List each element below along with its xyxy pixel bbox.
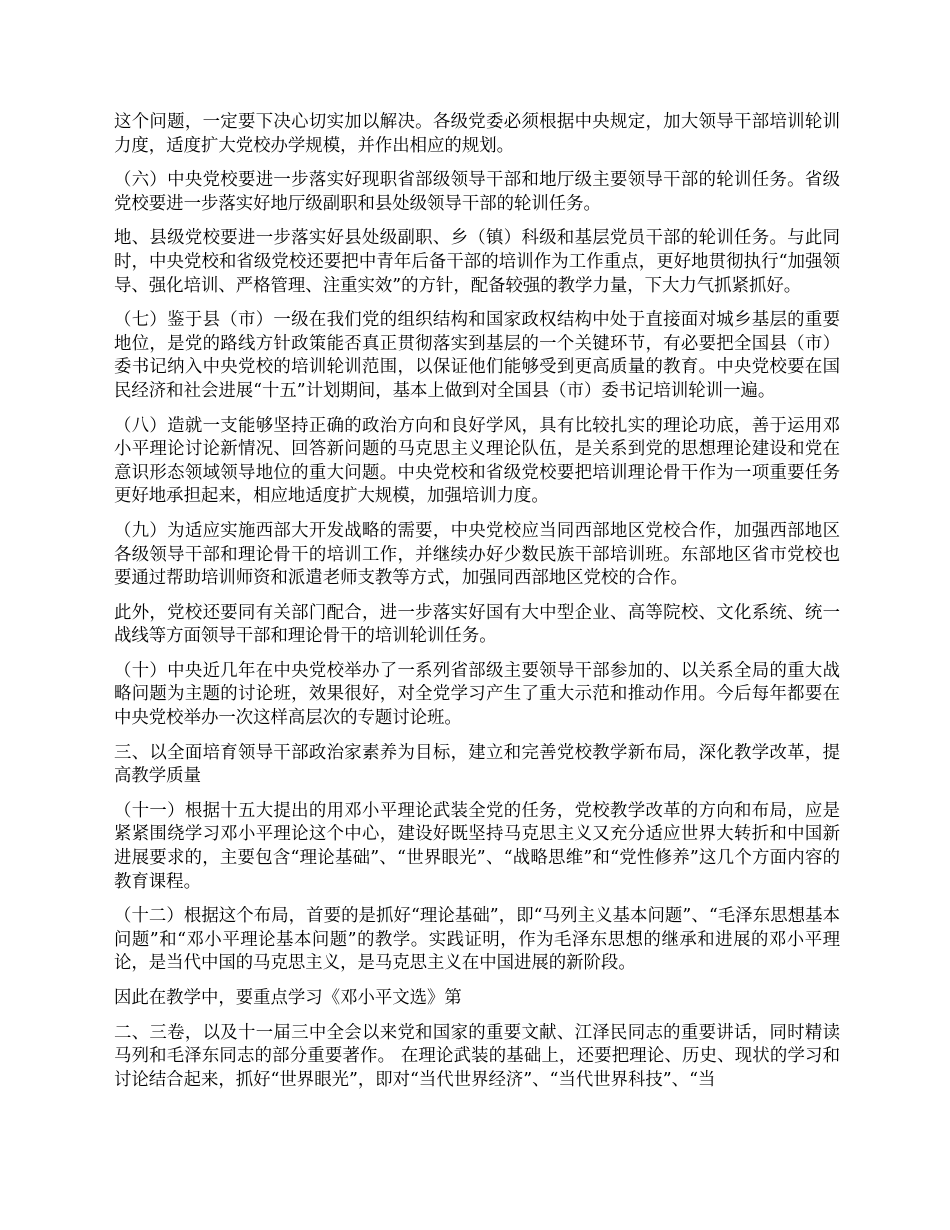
paragraph-section-6: （六）中央党校要进一步落实好现职省部级领导干部和地厅级主要领导干部的轮训任务。省级党校要进一步落实好地厅级副职和县处级领导干部的轮训任务。 bbox=[114, 170, 840, 214]
paragraph: 地、县级党校要进一步落实好县处级副职、乡（镇）科级和基层党员干部的轮训任务。与此同时，中央党校和省级党校还要把中青年后备干部的培训作为工作重点，更好地贯彻执行“加强领导、强化培训、严格管理、注重实效”的方针，配备较强的教学力量，下大力气抓紧抓好。 bbox=[114, 228, 840, 296]
paragraph: 因此在教学中，要重点学习《邓小平文选》第 bbox=[114, 988, 462, 1008]
paragraph-section-11: （十一）根据十五大提出的用邓小平理论武装全党的任务，党校教学改革的方向和布局，应是紧紧围绕学习邓小平理论这个中心，建设好既坚持马克思主义又充分适应世界大转折和中国新进展要求的，主要包含“理论基础”、“世界眼光”、“战略思维”和“党性修养”这几个方面内容的教育课程。 bbox=[114, 800, 840, 892]
paragraph: 此外，党校还要同有关部门配合，进一步落实好国有大中型企业、高等院校、文化系统、统一战线等方面领导干部和理论骨干的培训轮训任务。 bbox=[114, 602, 840, 647]
document-body bbox=[114, 111, 840, 1103]
paragraph-section-9: （九）为适应实施西部大开发战略的需要，中央党校应当同西部地区党校合作，加强西部地区各级领导干部和理论骨干的培训工作，并继续办好少数民族干部培训班。东部地区省市党校也要通过帮助培训师资和派遣老师支教等方式，加强同西部地区党校的合作。 bbox=[114, 520, 840, 589]
paragraph: 二、三卷，以及十一届三中全会以来党和国家的重要文献、江泽民同志的重要讲话，同时精读马列和毛泽东同志的部分重要著作。 在理论武装的基础上，还要把理论、历史、现状的学习和讨论结合起来，抓好“世界眼光”，即对“当代世界经济”、“当代世界科技”、“当 bbox=[114, 1022, 840, 1090]
paragraph: 这个问题，一定要下决心切实加以解决。各级党委必须根据中央规定，加大领导干部培训轮训力度，适度扩大党校办学规模，并作出相应的规划。 bbox=[114, 112, 840, 156]
paragraph-section-8: （八）造就一支能够坚持正确的政治方向和良好学风，具有比较扎实的理论功底，善于运用邓小平理论讨论新情况、回答新问题的马克思主义理论队伍，是关系到党的思想理论建设和党在意识形态领域领导地位的重大问题。中央党校和省级党校要把培训理论骨干作为一项重要任务更好地承担起来，相应地适度扩大规模，加强培训力度。 bbox=[114, 415, 840, 507]
paragraph-section-7: （七）鉴于县（市）一级在我们党的组织结构和国家政权结构中处于直接面对城乡基层的重要地位，是党的路线方针政策能否真正贯彻落实到基层的一个关键环节，有必要把全国县（市）委书记纳入中央党校的培训轮训范围，以保证他们能够受到更高质量的教育。中央党校要在国民经济和社会进展“十五”计划期间，基本上做到对全国县（市）委书记培训轮训一遍。 bbox=[114, 310, 840, 401]
section-heading: 三、以全面培育领导干部政治家素养为目标，建立和完善党校教学新布局，深化教学改革，提高教学质量 bbox=[114, 742, 840, 787]
paragraph-section-10: （十）中央近几年在中央党校举办了一系列省部级主要领导干部参加的、以关系全局的重大战略问题为主题的讨论班，效果很好，对全党学习产生了重大示范和推动作用。今后每年都要在中央党校举办一次这样高层次的专题讨论班。 bbox=[114, 660, 840, 729]
paragraph-section-12: （十二）根据这个布局，首要的是抓好“理论基础”，即“马列主义基本问题”、“毛泽东思想基本问题”和“邓小平理论基本问题”的教学。实践证明，作为毛泽东思想的继承和进展的邓小平理论，是当代中国的马克思主义，是马克思主义在中国进展的新阶段。 bbox=[114, 906, 840, 974]
